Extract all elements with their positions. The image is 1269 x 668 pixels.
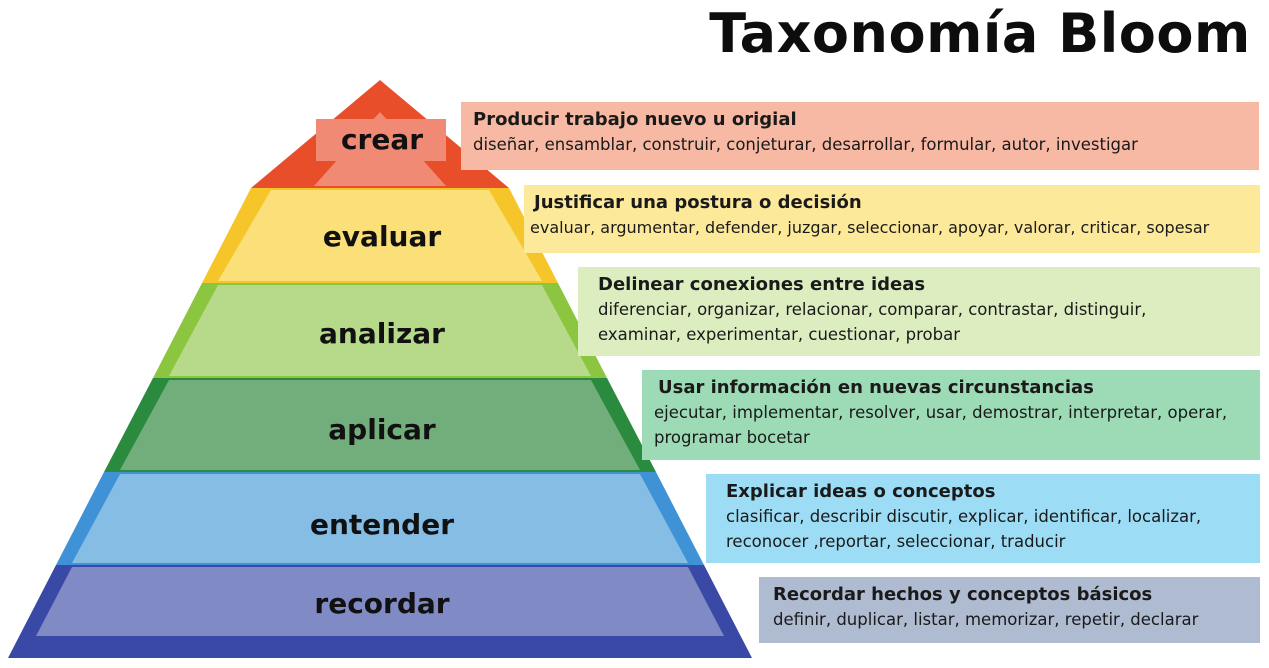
level-label-analizar: analizar	[319, 317, 445, 350]
description-box-recordar	[759, 577, 1260, 643]
description-heading-aplicar: Usar información en nuevas circunstancias	[658, 377, 1094, 398]
page-title: Taxonomía Bloom	[709, 2, 1251, 65]
description-box-aplicar	[642, 370, 1260, 460]
description-verbs-analizar: diferenciar, organizar, relacionar, comparar, contrastar, distinguir, examinar, experimentar, cuestionar, probar	[598, 300, 1147, 344]
description-heading-entender: Explicar ideas o conceptos	[726, 481, 996, 502]
description-verbs-entender: clasificar, describir discutir, explicar, identificar, localizar, reconocer ,reportar, seleccionar, traducir	[726, 507, 1202, 551]
description-verbs-crear: diseñar, ensamblar, construir, conjeturar, desarrollar, formular, autor, investigar	[473, 135, 1138, 154]
description-box-analizar	[578, 267, 1260, 356]
level-label-recordar: recordar	[314, 587, 450, 620]
description-verbs-evaluar: evaluar, argumentar, defender, juzgar, seleccionar, apoyar, valorar, criticar, sopesar	[530, 218, 1210, 237]
level-label-crear: crear	[340, 123, 424, 156]
level-label-entender: entender	[309, 508, 455, 541]
level-label-aplicar: aplicar	[328, 413, 436, 446]
description-verbs-recordar: definir, duplicar, listar, memorizar, repetir, declarar	[773, 610, 1199, 629]
description-heading-crear: Producir trabajo nuevo u origial	[473, 109, 797, 130]
description-box-entender	[706, 474, 1260, 563]
level-label-evaluar: evaluar	[322, 220, 442, 253]
description-heading-recordar: Recordar hechos y conceptos básicos	[773, 584, 1153, 605]
description-heading-evaluar: Justificar una postura o decisión	[534, 192, 862, 213]
description-verbs-aplicar: ejecutar, implementar, resolver, usar, demostrar, interpretar, operar, programar bocetar	[654, 403, 1228, 447]
description-heading-analizar: Delinear conexiones entre ideas	[598, 274, 926, 295]
description-box-evaluar	[524, 185, 1260, 253]
description-box-crear	[461, 102, 1259, 170]
